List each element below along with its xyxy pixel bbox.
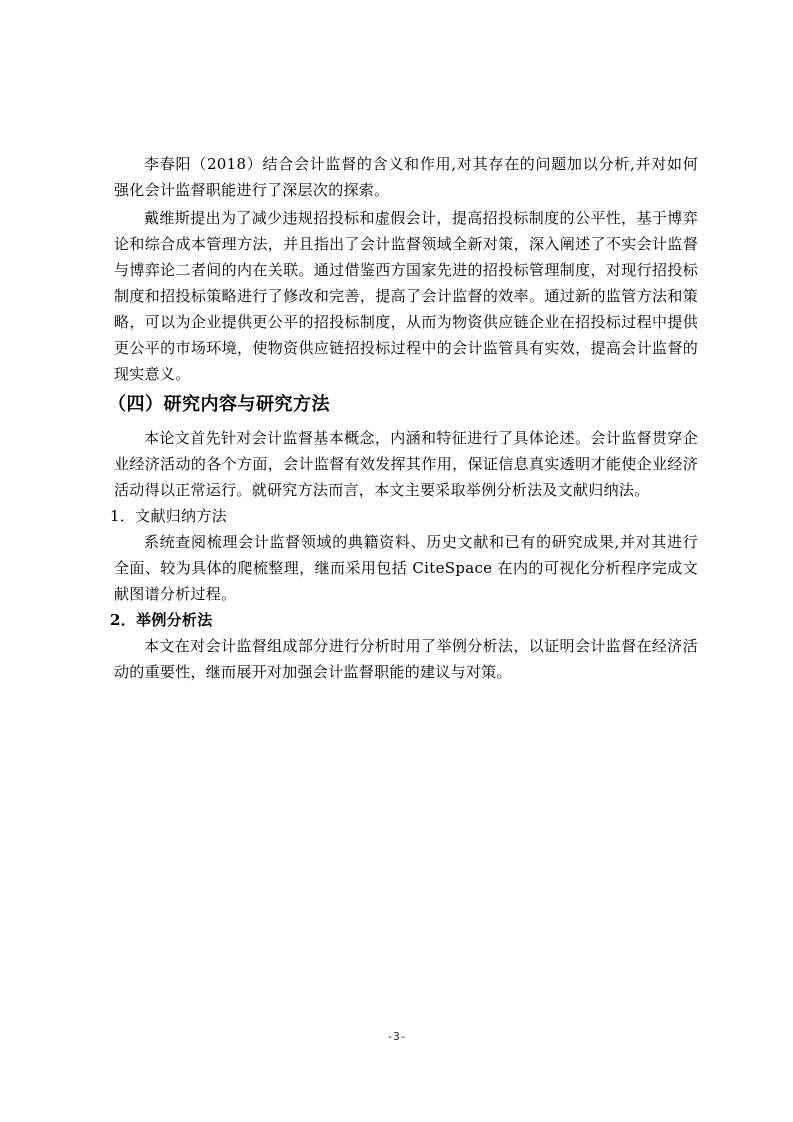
page-body xyxy=(108,151,698,685)
page-number: -3- xyxy=(386,1030,407,1043)
section-title: （四）研究内容与研究方法 xyxy=(108,394,330,415)
method2-heading: 2．举例分析法 xyxy=(110,611,213,629)
method1-heading: 1．文献归纳方法 xyxy=(110,507,227,525)
method1-paragraph: 系统查阅梳理会计监督领域的典籍资料、历史文献和已有的研究成果,并对其进行全面、较为具体的爬梳整理，继而采用包括 CiteSpace 在内的可视化分析程序完成文献图谱分析过程。 xyxy=(114,533,698,603)
section-intro-paragraph: 本论文首先针对会计监督基本概念，内涵和特征进行了具体论述。会计监督贯穿企业经济活动的各个方面，会计监督有效发挥其作用，保证信息真实透明才能使企业经济活动得以正常运行。就研究方法而言，本文主要采取举例分析法及文献归纳法。 xyxy=(114,429,698,499)
paragraph-li-chunyang: 李春阳（2018）结合会计监督的含义和作用,对其存在的问题加以分析,并对如何强化会计监督职能进行了深层次的探索。 xyxy=(114,155,698,199)
method2-paragraph: 本文在对会计监督组成部分进行分析时用了举例分析法，以证明会计监督在经济活动的重要性，继而展开对加强会计监督职能的建议与对策。 xyxy=(114,637,698,681)
paragraph-dai-weisi: 戴维斯提出为了减少违规招投标和虚假会计，提高招投标制度的公平性，基于博弈论和综合成本管理方法，并且指出了会计监督领域全新对策，深入阐述了不实会计监督与博弈论二者间的内在关联。通过借鉴西方国家先进的招投标管理制度，对现行招投标制度和招投标策略进行了修改和完善，提高了会计监督的效率。通过新的监管方法和策略，可以为企业提供更公平的招投标制度，从而为物资供应链企业在招投标过程中提供更公平的市场环境，使物资供应链招投标过程中的会计监管具有实效，提高会计监督的现实意义。 xyxy=(114,209,698,383)
